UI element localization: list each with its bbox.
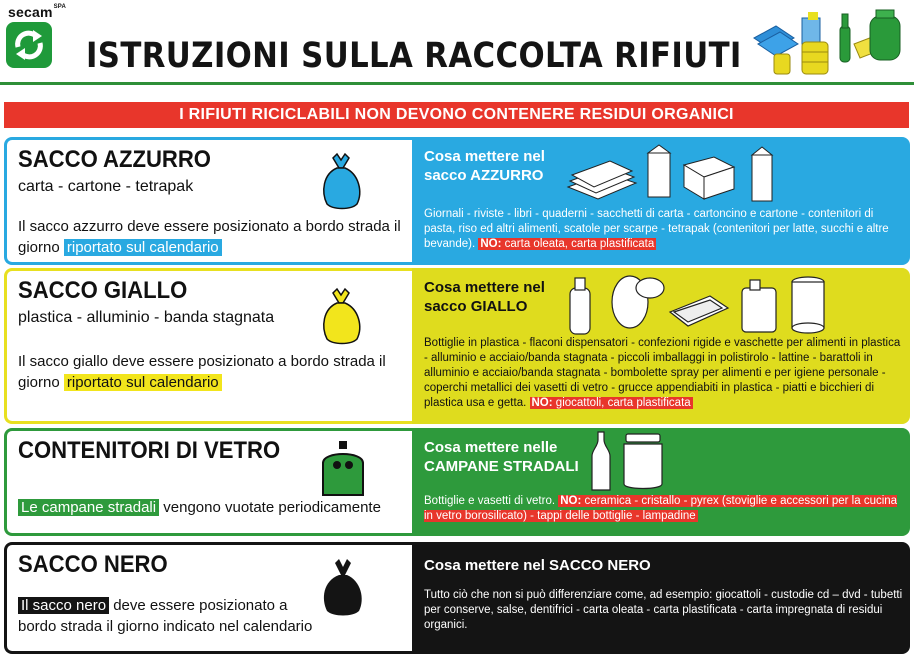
azzurro-items-text: Giornali - riviste - libri - quaderni - sacchetti di carta - cartoncino e cartone - contenitori di pasta, riso ed altri alimenti, scatole per scarpe - tetrapak (contenitori per latte, succhi e altre bevande). NO: carta oleata, carta plastificata bbox=[424, 208, 889, 250]
paper-items-illustration-icon bbox=[562, 143, 792, 205]
black-garbage-bag-icon bbox=[319, 555, 367, 617]
giallo-title: SACCO GIALLO bbox=[18, 277, 188, 304]
azzurro-exclusions: NO: carta oleata, carta plastificata bbox=[480, 238, 655, 250]
vetro-highlight: Le campane stradali bbox=[18, 499, 159, 516]
plastic-metal-items-illustration-icon bbox=[564, 272, 844, 336]
vetro-description: Le campane stradali vengono vuotate periodicamente bbox=[18, 497, 414, 518]
azzurro-description: Il sacco azzurro deve essere posizionato a bordo strada il giorno riportato sul calendario bbox=[18, 218, 401, 256]
brand-name: secam$^{SPA}$ bbox=[8, 4, 67, 20]
yellow-garbage-bag-icon bbox=[319, 285, 363, 345]
azzurro-items-title: Cosa mettere nel sacco AZZURRO bbox=[424, 148, 545, 184]
header-divider bbox=[0, 82, 914, 85]
giallo-description: Il sacco giallo deve essere posizionato a bordo strada il giorno riportato sul calendario bbox=[18, 353, 386, 391]
vetro-items-title: Cosa mettere nelle CAMPANE STRADALI bbox=[424, 439, 579, 475]
giallo-items-panel bbox=[412, 268, 910, 424]
nero-items-text: Tutto ciò che non si può differenziare come, ad esempio: giocattoli - custodie cd – dvd - tubetti per conserve, salse, dentifrici - carta oleata - carta plastificata - carta impregnata di residui organici. bbox=[424, 589, 903, 631]
nero-info-panel bbox=[4, 542, 412, 654]
giallo-exclusions: NO: giocattoli, carta plastificata bbox=[531, 397, 691, 409]
warning-banner: I RIFIUTI RICICLABILI NON DEVONO CONTENERE RESIDUI ORGANICI bbox=[4, 102, 909, 128]
section-sacco-nero bbox=[4, 542, 910, 654]
nero-items-panel bbox=[412, 542, 910, 654]
glass-bell-container-icon bbox=[319, 439, 367, 497]
giallo-highlight: riportato sul calendario bbox=[64, 374, 222, 391]
nero-highlight: Il sacco nero bbox=[18, 597, 109, 614]
nero-title: SACCO NERO bbox=[18, 551, 168, 578]
vetro-items-panel bbox=[412, 428, 910, 536]
vetro-info-panel bbox=[4, 428, 412, 536]
header bbox=[0, 0, 914, 92]
giallo-subtitle: plastica - alluminio - banda stagnata bbox=[18, 309, 275, 326]
recyclables-illustration-icon bbox=[750, 4, 910, 80]
section-sacco-giallo bbox=[4, 268, 910, 424]
nero-items-title: Cosa mettere nel SACCO NERO bbox=[424, 557, 651, 574]
glass-items-illustration-icon bbox=[586, 430, 676, 492]
vetro-exclusions: NO: ceramica - cristallo - pyrex (stoviglie e accessori per la cucina in vetro borosilicato) - tappi delle bottiglie - lampadine bbox=[424, 495, 898, 522]
blue-garbage-bag-icon bbox=[319, 150, 363, 210]
azzurro-info-panel bbox=[4, 137, 412, 265]
azzurro-items-panel bbox=[412, 137, 910, 265]
azzurro-title: SACCO AZZURRO bbox=[18, 146, 211, 173]
azzurro-subtitle: carta - cartone - tetrapak bbox=[18, 178, 194, 195]
page-title: ISTRUZIONI SULLA RACCOLTA RIFIUTI bbox=[86, 36, 742, 76]
giallo-items-title: Cosa mettere nel sacco GIALLO bbox=[424, 279, 545, 315]
section-sacco-azzurro bbox=[4, 137, 910, 265]
vetro-items-text: Bottiglie e vasetti di vetro. NO: ceramica - cristallo - pyrex (stoviglie e accessori per la cucina in vetro borosilicato) - tappi delle bottiglie - lampadine bbox=[424, 495, 898, 522]
section-vetro bbox=[4, 428, 910, 536]
giallo-info-panel bbox=[4, 268, 412, 424]
vetro-title: CONTENITORI DI VETRO bbox=[18, 437, 281, 464]
nero-description: Il sacco nero deve essere posizionato a bordo strada il giorno indicato nel calendario bbox=[18, 597, 313, 635]
giallo-items-text: Bottiglie in plastica - flaconi dispensatori - confezioni rigide e vaschette per alimenti in plastica - alluminio e acciaio/banda stagnata - piccoli imballaggi in polistirolo - lattine - barattoli in alluminio e acciaio/banda stagnata - bombolette spray per alimenti e per igiene personale - coperchi metallici dei vasetti di vetro - grucce appendiabiti in plastica - piatti e bicchieri di plastica usa e getta. NO: giocattoli, carta plastificata bbox=[424, 337, 901, 409]
azzurro-highlight: riportato sul calendario bbox=[64, 239, 222, 256]
recycle-logo-icon bbox=[6, 22, 52, 68]
